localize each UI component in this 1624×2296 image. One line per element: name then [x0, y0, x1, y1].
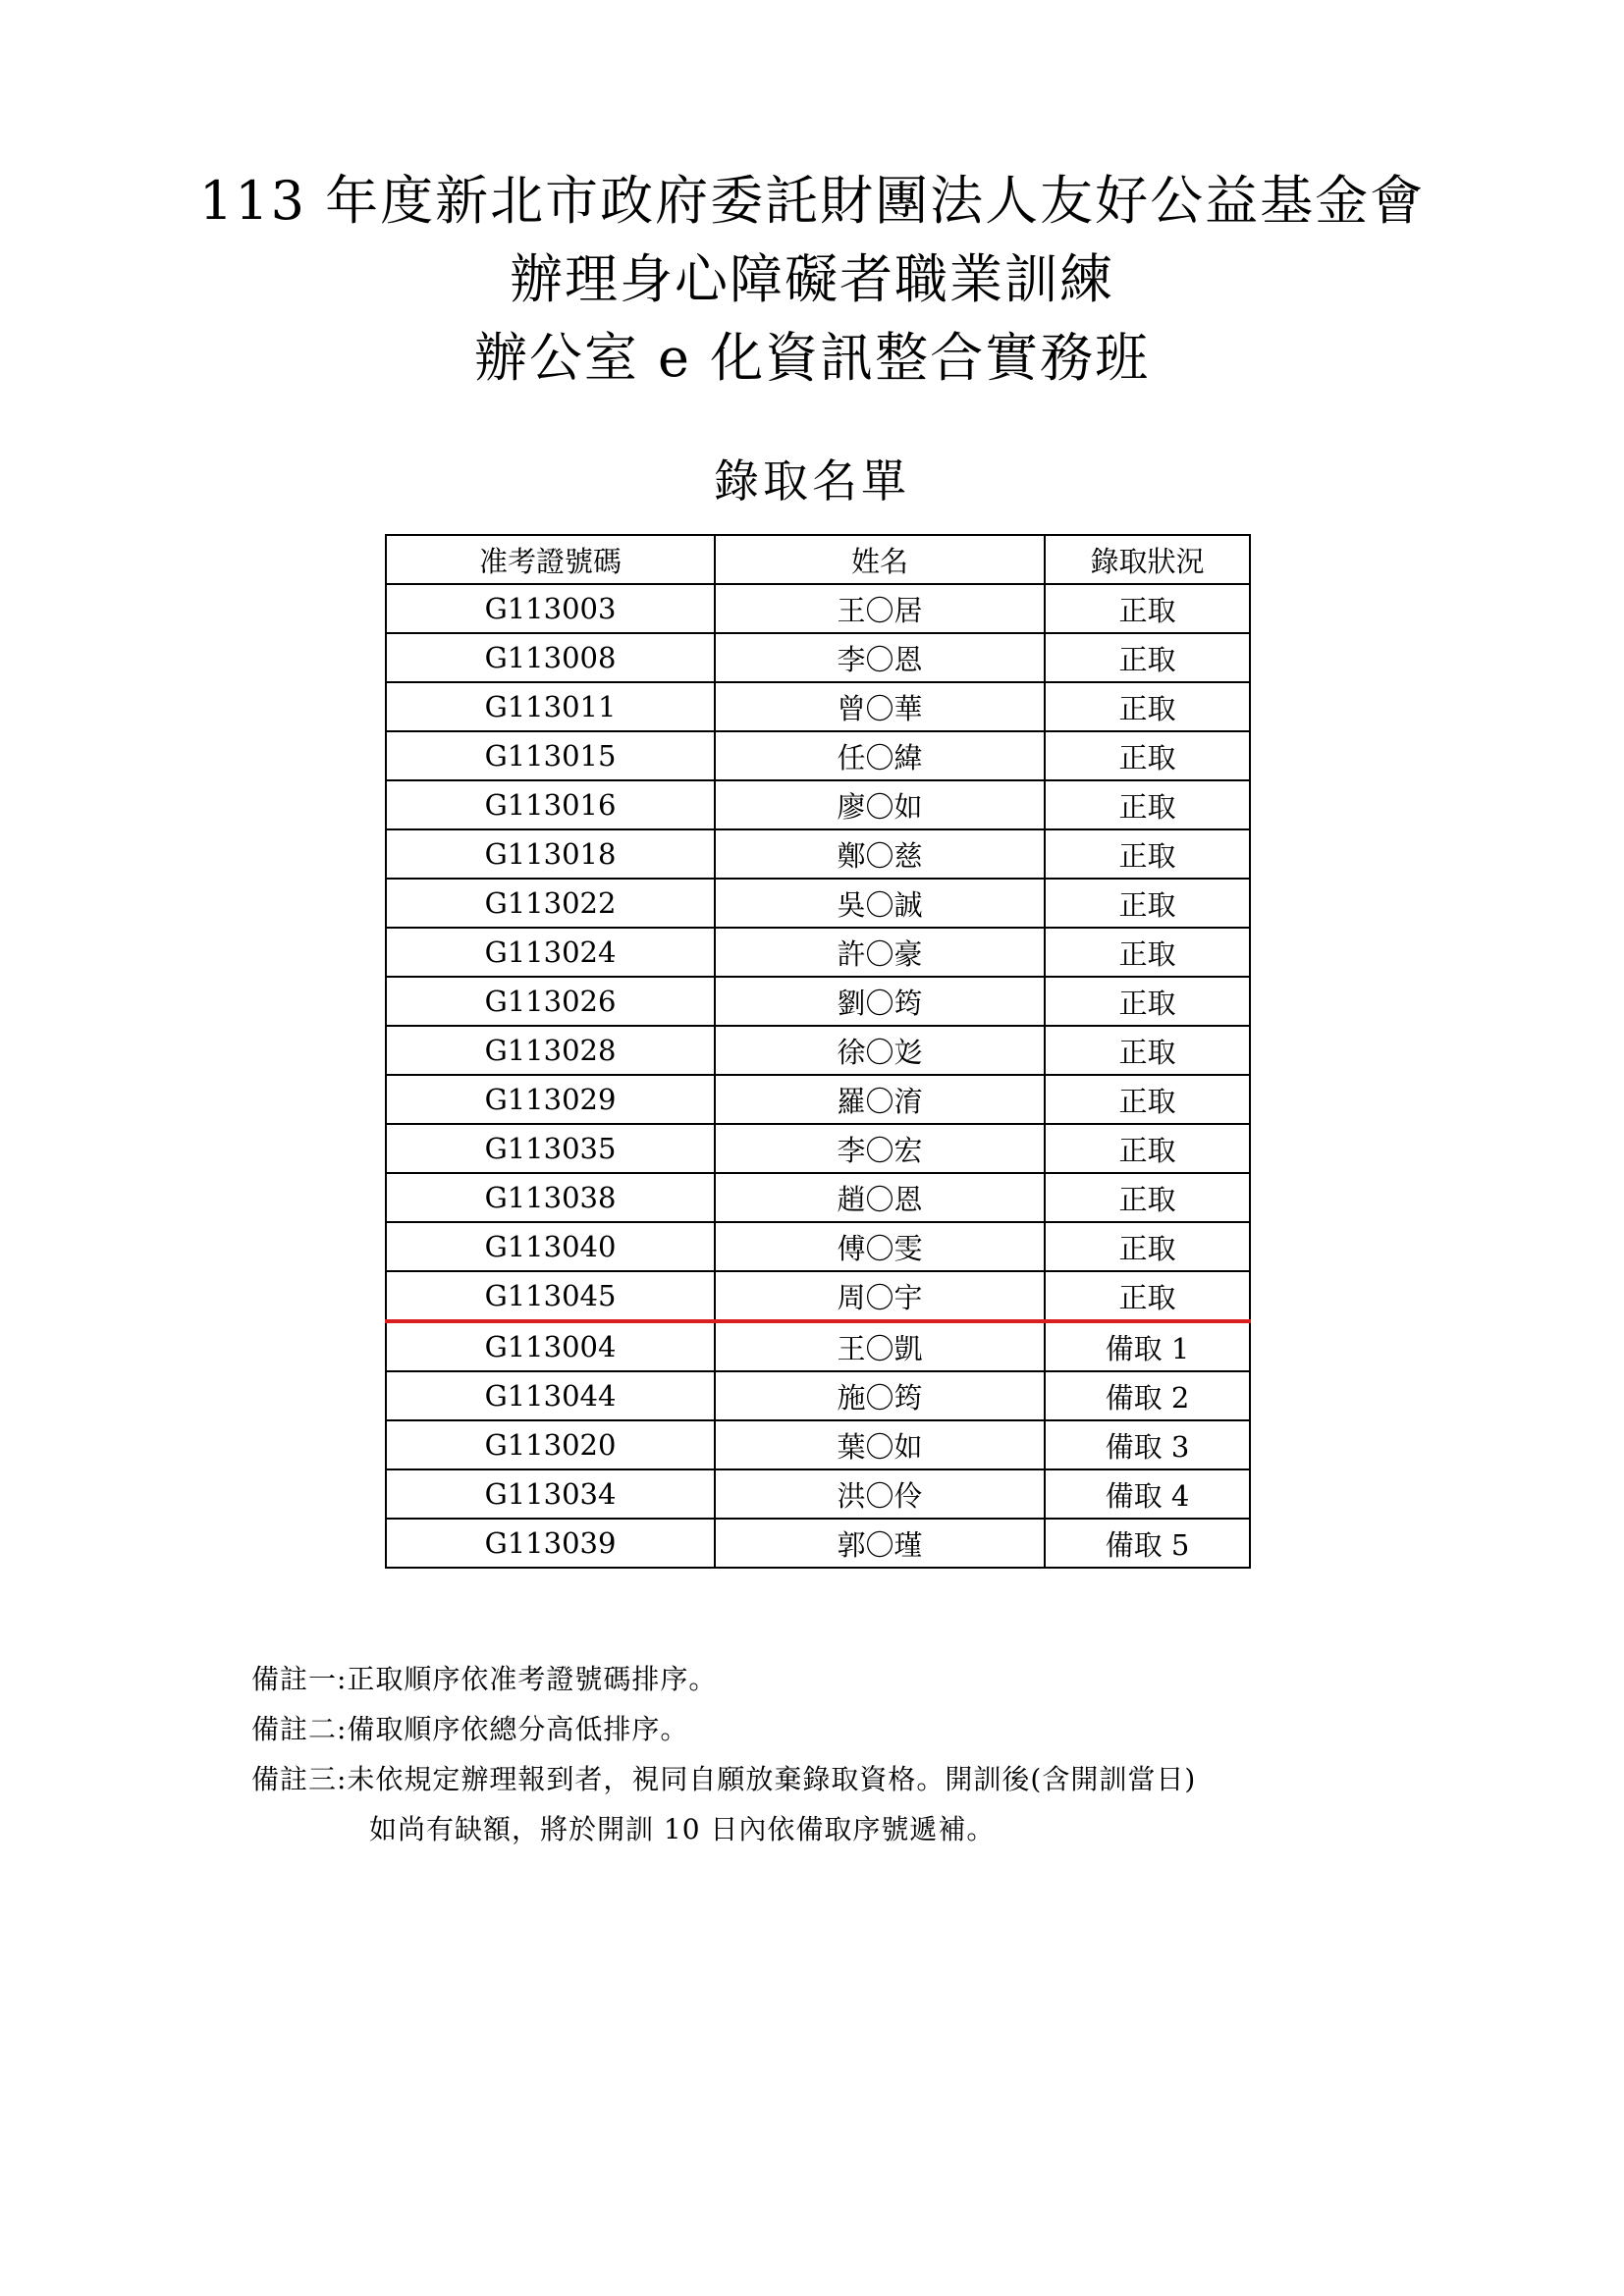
note-3: 備註三:未依規定辦理報到者，視同自願放棄錄取資格。開訓後(含開訓當日)	[251, 1763, 1197, 1795]
note-2: 備註二:備取順序依總分高低排序。	[251, 1713, 689, 1745]
cell-name: 廖〇如	[715, 780, 1045, 829]
cell-status: 正取	[1045, 977, 1250, 1026]
cell-name: 王〇居	[715, 584, 1045, 633]
cell-exam-id: G113044	[386, 1371, 715, 1420]
cell-status: 正取	[1045, 1222, 1250, 1271]
table-row	[386, 1271, 1250, 1321]
table-row	[386, 731, 1250, 780]
cell-status: 正取	[1045, 731, 1250, 780]
table-row	[386, 1420, 1250, 1469]
cell-status: 正取	[1045, 1026, 1250, 1075]
notes	[251, 1654, 1380, 1854]
cell-exam-id: G113040	[386, 1222, 715, 1271]
cell-name: 許〇豪	[715, 928, 1045, 977]
cell-status: 正取	[1045, 633, 1250, 682]
cell-name: 鄭〇慈	[715, 829, 1045, 879]
table-row	[386, 584, 1250, 633]
table-row	[386, 977, 1250, 1026]
table-body	[386, 584, 1250, 1568]
cell-status: 正取	[1045, 584, 1250, 633]
cell-name: 劉〇筠	[715, 977, 1045, 1026]
cell-exam-id: G113026	[386, 977, 715, 1026]
cell-name: 曾〇華	[715, 682, 1045, 731]
cell-status: 正取	[1045, 1173, 1250, 1222]
table-row	[386, 682, 1250, 731]
cell-status: 備取 1	[1045, 1321, 1250, 1371]
cell-exam-id: G113029	[386, 1075, 715, 1124]
table-row	[386, 1469, 1250, 1519]
cell-name: 李〇宏	[715, 1124, 1045, 1173]
cell-name: 施〇筠	[715, 1371, 1045, 1420]
cell-status: 正取	[1045, 829, 1250, 879]
cell-status: 正取	[1045, 682, 1250, 731]
cell-status: 正取	[1045, 1124, 1250, 1173]
cell-name: 李〇恩	[715, 633, 1045, 682]
note-1: 備註一:正取順序依准考證號碼排序。	[251, 1663, 718, 1695]
table-row	[386, 1371, 1250, 1420]
header-status: 錄取狀況	[1045, 535, 1250, 584]
table-row	[386, 1173, 1250, 1222]
table-row	[386, 1321, 1250, 1371]
cell-exam-id: G113022	[386, 879, 715, 928]
cell-name: 郭〇瑾	[715, 1519, 1045, 1568]
cell-name: 傅〇雯	[715, 1222, 1045, 1271]
cell-status: 備取 5	[1045, 1519, 1250, 1568]
table-row	[386, 780, 1250, 829]
cell-name: 吳〇誠	[715, 879, 1045, 928]
cell-exam-id: G113018	[386, 829, 715, 879]
title-line-3: 辦公室 e 化資訊整合實務班	[473, 327, 1151, 389]
header-exam-id: 准考證號碼	[386, 535, 715, 584]
cell-exam-id: G113016	[386, 780, 715, 829]
cell-name: 洪〇伶	[715, 1469, 1045, 1519]
cell-status: 正取	[1045, 1271, 1250, 1321]
table-row	[386, 1519, 1250, 1568]
header-name: 姓名	[715, 535, 1045, 584]
document-title	[0, 162, 1624, 398]
cell-exam-id: G113035	[386, 1124, 715, 1173]
cell-status: 正取	[1045, 928, 1250, 977]
cell-exam-id: G113045	[386, 1271, 715, 1321]
cell-exam-id: G113015	[386, 731, 715, 780]
note-3-continued: 如尚有缺額，將於開訓 10 日內依備取序號遞補。	[369, 1813, 996, 1845]
list-title: 錄取名單	[714, 454, 910, 507]
cell-name: 葉〇如	[715, 1420, 1045, 1469]
cell-exam-id: G113004	[386, 1321, 715, 1371]
cell-exam-id: G113038	[386, 1173, 715, 1222]
cell-name: 羅〇淯	[715, 1075, 1045, 1124]
cell-status: 正取	[1045, 1075, 1250, 1124]
cell-status: 正取	[1045, 879, 1250, 928]
table-row	[386, 1026, 1250, 1075]
title-line-1: 113 年度新北市政府委託財團法人友好公益基金會	[198, 170, 1426, 232]
cell-exam-id: G113020	[386, 1420, 715, 1469]
cell-status: 備取 4	[1045, 1469, 1250, 1519]
cell-name: 任〇緯	[715, 731, 1045, 780]
cell-name: 趙〇恩	[715, 1173, 1045, 1222]
table-row	[386, 879, 1250, 928]
cell-exam-id: G113024	[386, 928, 715, 977]
table-row	[386, 829, 1250, 879]
cell-exam-id: G113003	[386, 584, 715, 633]
table-row	[386, 1075, 1250, 1124]
cell-status: 備取 2	[1045, 1371, 1250, 1420]
cell-status: 正取	[1045, 780, 1250, 829]
cell-status: 備取 3	[1045, 1420, 1250, 1469]
cell-exam-id: G113028	[386, 1026, 715, 1075]
table-row	[386, 928, 1250, 977]
table-row	[386, 633, 1250, 682]
cell-exam-id: G113034	[386, 1469, 715, 1519]
admission-table	[385, 534, 1251, 1569]
cell-name: 王〇凱	[715, 1321, 1045, 1371]
cell-exam-id: G113011	[386, 682, 715, 731]
table-row	[386, 1124, 1250, 1173]
cell-name: 徐〇彣	[715, 1026, 1045, 1075]
cell-name: 周〇宇	[715, 1271, 1045, 1321]
title-line-2: 辦理身心障礙者職業訓練	[510, 248, 1114, 310]
table-header-row	[386, 535, 1250, 584]
cell-exam-id: G113008	[386, 633, 715, 682]
cell-exam-id: G113039	[386, 1519, 715, 1568]
table-row	[386, 1222, 1250, 1271]
